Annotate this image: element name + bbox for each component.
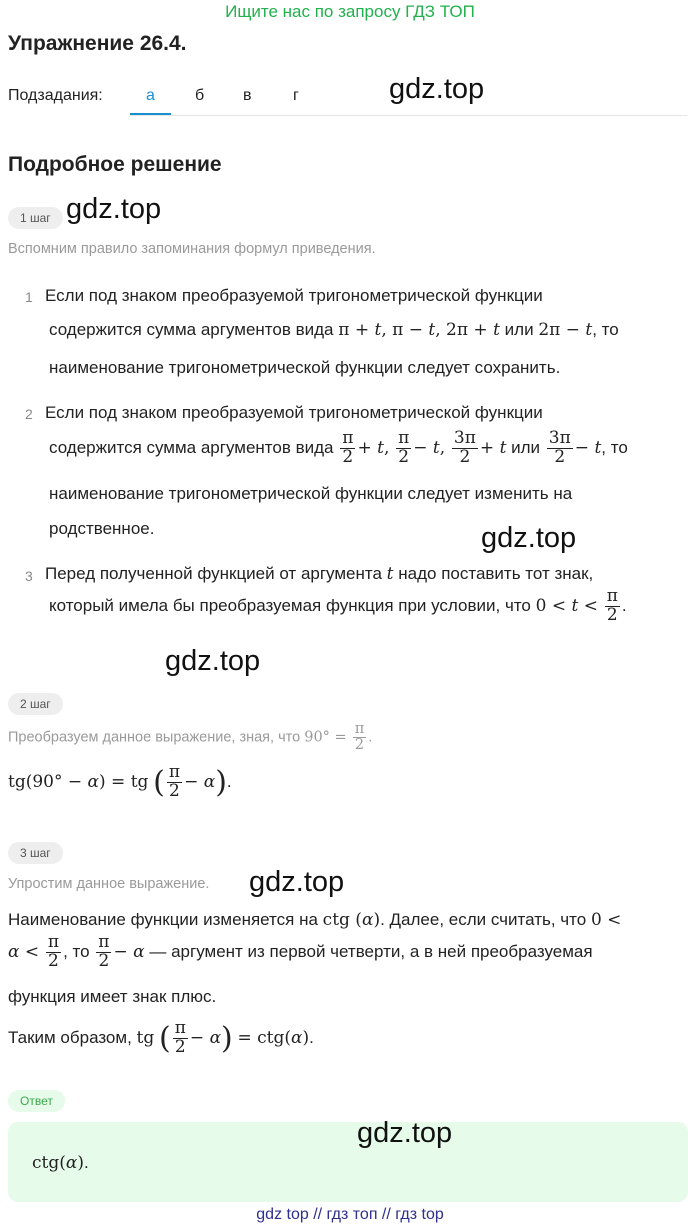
watermark: gdz.top <box>357 1117 453 1149</box>
rule-3-line-2: который имела бы преобразуемая функция при условии, что 0 < t < $\frac{\pi}{2}$ . <box>49 586 627 625</box>
step-3-conclusion: Таким образом, tg ( $\frac{\pi}{2}$ − α) = ctg(α). <box>8 1018 314 1057</box>
footer-links[interactable]: gdz top // гдз топ // гдз top <box>256 1206 444 1223</box>
rule-3-line-1: Перед полученной функцией от аргумента t надо поставить тот знак, <box>45 564 594 584</box>
answer-badge: Ответ <box>8 1090 65 1112</box>
page-title: Упражнение 26.4. <box>8 32 187 55</box>
rule-2-line-4: родственное. <box>49 519 155 538</box>
top-banner: Ищите нас по запросу ГДЗ ТОП <box>225 2 475 21</box>
subtasks-label: Подзадания: <box>8 87 103 104</box>
rule-2-line-2: содержится сумма аргументов вида $\frac{\pi}{2}$ + t, $\frac{\pi}{2}$ − t, $\frac{3\pi}{2}$ + t или $\frac{3\pi}{2}$ − t, то <box>49 428 628 467</box>
section-title: Подробное решение <box>8 153 222 176</box>
watermark: gdz.top <box>66 193 162 225</box>
step-2-text: Преобразуем данное выражение, зная, что 90° = $\frac{\pi}{2}$ . <box>8 721 373 754</box>
rule-2-line-1: Если под знаком преобразуемой тригонометрической функции <box>45 403 543 422</box>
answer-box <box>8 1122 688 1202</box>
tab-g[interactable]: г <box>293 87 299 104</box>
step-2-badge: 2 шаг <box>8 693 63 715</box>
step-2-formula: tg(90° − α) = tg ( $\frac{\pi}{2}$ − α). <box>8 762 232 801</box>
tabs-divider <box>130 115 687 116</box>
rule-2-number: 2 <box>25 406 33 422</box>
step-3-badge: 3 шаг <box>8 842 63 864</box>
step-1-intro: Вспомним правило запоминания формул приведения. <box>8 241 376 257</box>
answer-value: ctg(α). <box>32 1153 89 1173</box>
watermark: gdz.top <box>481 522 577 554</box>
rule-3-number: 3 <box>25 568 33 584</box>
tab-a[interactable]: а <box>146 87 155 104</box>
step-1-badge: 1 шаг <box>8 207 63 229</box>
step-3-paragraph-line-1: Наименование функции изменяется на ctg (α). Далее, если считать, что 0 < <box>8 910 622 930</box>
watermark: gdz.top <box>389 73 485 105</box>
rule-1-line-3: наименование тригонометрической функции следует сохранить. <box>49 358 561 377</box>
rule-1-line-1: Если под знаком преобразуемой тригонометрической функции <box>45 286 543 305</box>
rule-1-number: 1 <box>25 289 33 305</box>
tab-v[interactable]: в <box>243 87 252 104</box>
watermark: gdz.top <box>165 645 261 677</box>
step-3-paragraph-line-3: функция имеет знак плюс. <box>8 987 217 1006</box>
step-3-paragraph-line-2: α < $\frac{\pi}{2}$ , то $\frac{\pi}{2}$ − α — аргумент из первой четверти, а в ней преобразуемая <box>8 932 593 971</box>
rule-2-line-3: наименование тригонометрической функции следует изменить на <box>49 484 573 503</box>
rule-1-line-2: содержится сумма аргументов вида π + t, π − t, 2π + t или 2π − t, то <box>49 320 619 340</box>
watermark: gdz.top <box>249 866 345 898</box>
step-3-intro: Упростим данное выражение. <box>8 876 210 892</box>
tab-b[interactable]: б <box>195 87 205 104</box>
